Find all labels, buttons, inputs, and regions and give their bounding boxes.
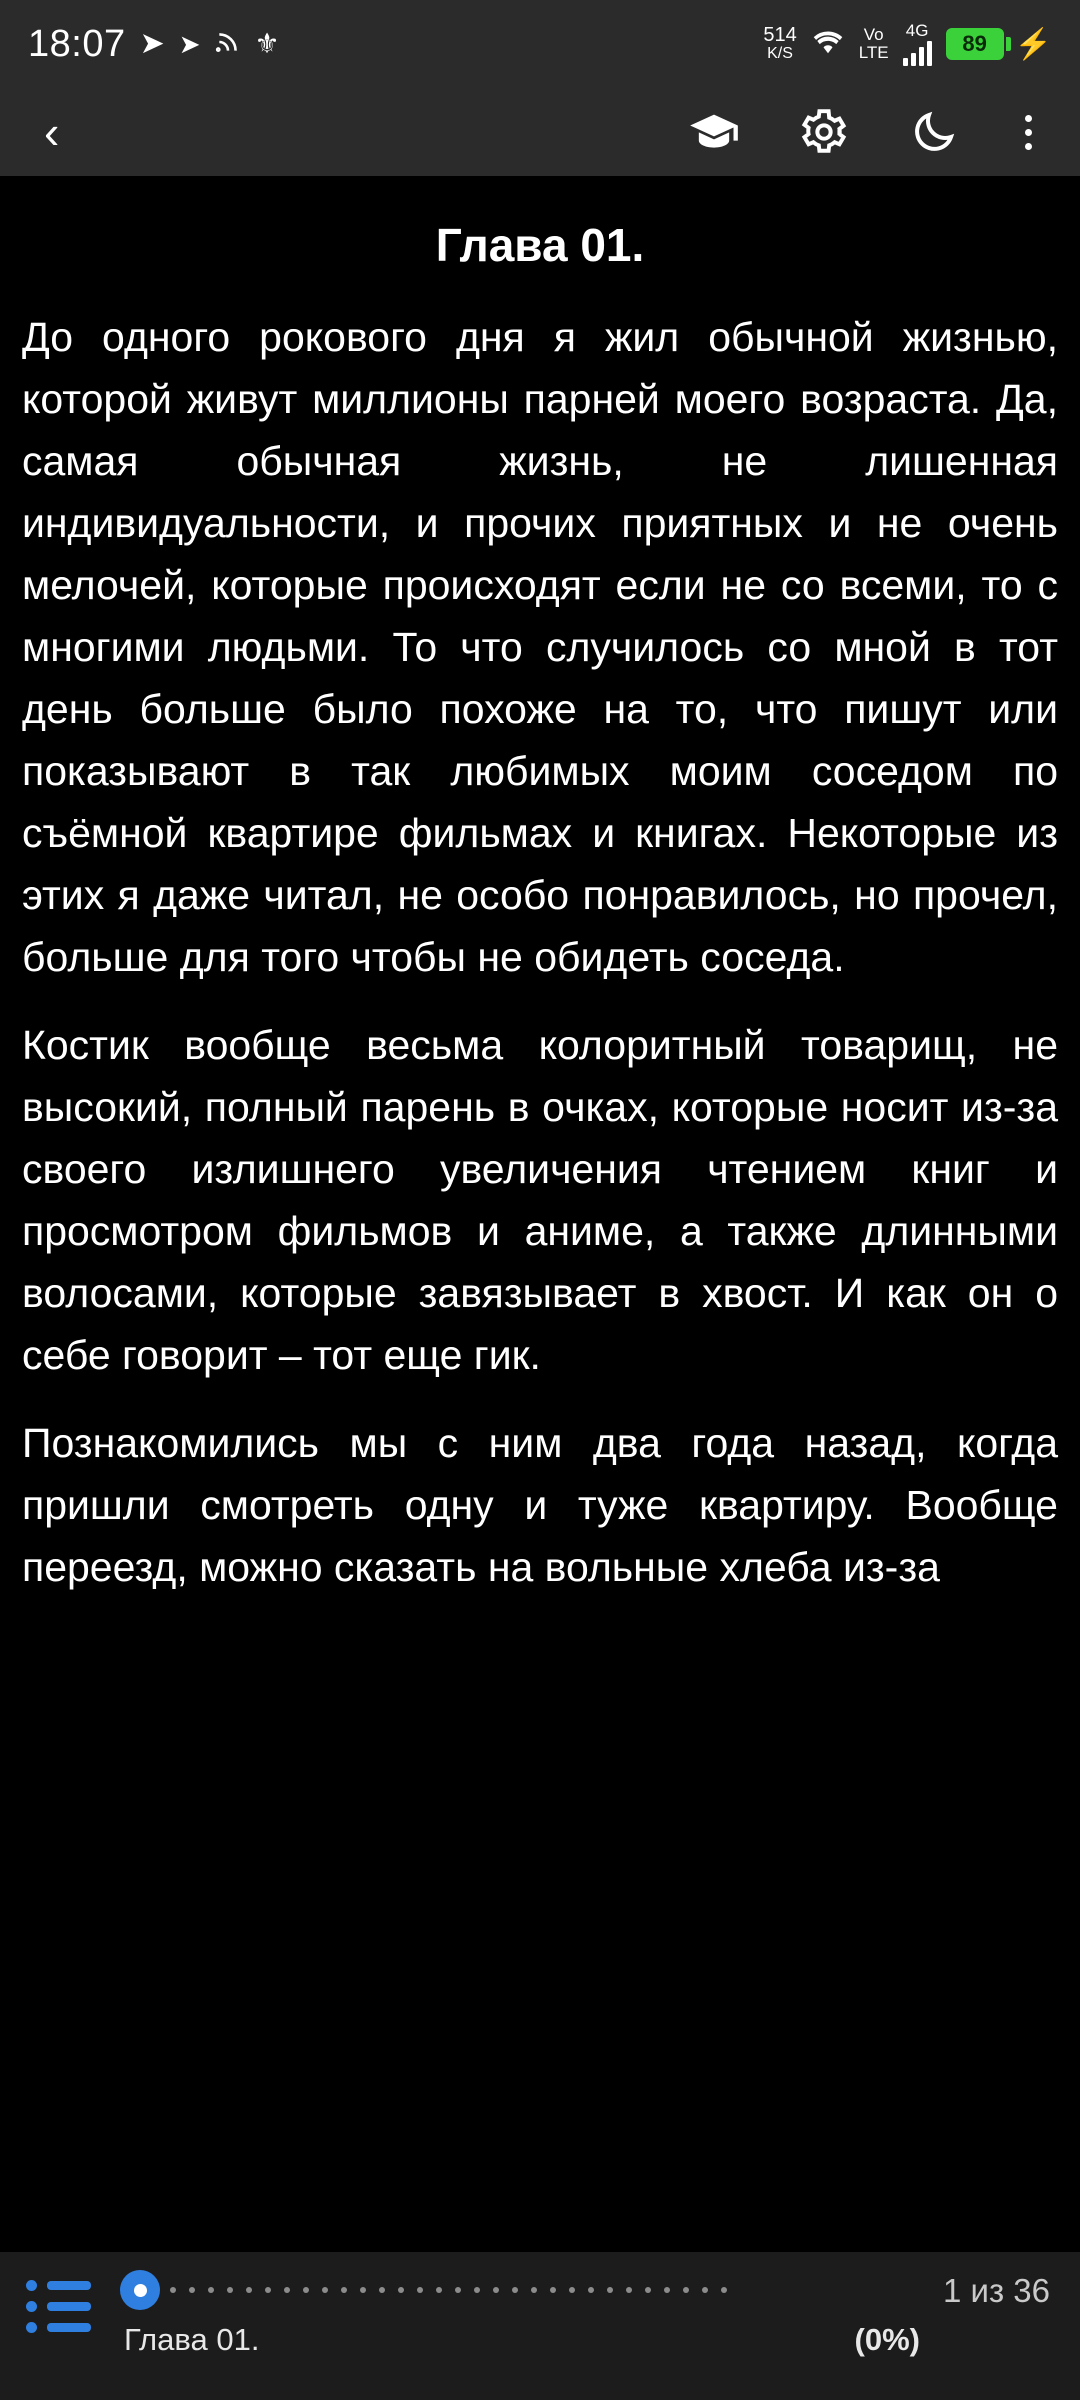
overflow-menu-icon[interactable] xyxy=(1018,106,1038,158)
progress-slider-area[interactable] xyxy=(98,2270,1054,2358)
status-bar-left xyxy=(28,23,280,66)
progress-slider[interactable] xyxy=(120,2270,1054,2310)
signal-indicator xyxy=(903,22,932,66)
volte-bottom-label: LTE xyxy=(858,43,889,62)
progress-percent-label: (0%) xyxy=(854,2322,920,2357)
current-chapter-label: Глава 01. xyxy=(124,2322,260,2357)
app-toolbar xyxy=(0,88,1080,176)
chapter-title: Глава 01. xyxy=(435,219,645,271)
status-time: 18:07 xyxy=(28,22,126,65)
reader-content[interactable] xyxy=(0,176,1080,2252)
page-counter: 1 из 36 xyxy=(943,2272,1050,2309)
paragraph: Костик вообще весьма колоритный товарищ, не высокий, полный парень в очках, которые носит из-за своего излишнего увеличения чтением книг и просмотром фильмов и аниме, а также длинными волосами, которые завязывает в хвост. И как он о себе говорит – тот еще гик. xyxy=(22,1022,1058,1378)
paragraph: Познакомились мы с ним два года назад, когда пришли смотреть одну и туже квартиру. Вообще переезд, можно сказать на вольные хлеба из-за xyxy=(22,1420,1058,1590)
table-of-contents-icon[interactable] xyxy=(26,2270,98,2333)
toolbar-actions xyxy=(688,106,1046,158)
slider-labels xyxy=(120,2310,1054,2358)
app-icon: ⚜ xyxy=(254,28,280,59)
telegram-icon: ➤ xyxy=(139,27,165,60)
battery-cap xyxy=(1006,37,1011,51)
gear-icon[interactable] xyxy=(798,106,850,158)
signal-bars-icon xyxy=(903,40,932,66)
network-speed-value: 514 xyxy=(763,24,797,47)
network-type-label: 4G xyxy=(905,21,929,40)
battery-percent: 89 xyxy=(946,28,1004,60)
charging-bolt-icon: ⚡ xyxy=(1014,27,1052,61)
status-bar-right xyxy=(763,22,1052,66)
slider-thumb[interactable] xyxy=(120,2270,160,2310)
wifi-icon xyxy=(811,28,845,60)
network-speed-unit: K/S xyxy=(767,45,793,63)
reader-bottom-bar xyxy=(0,2252,1080,2400)
back-button[interactable]: ‹ xyxy=(44,106,60,158)
battery-indicator xyxy=(946,27,1052,62)
send-icon: ➤ xyxy=(178,29,201,59)
network-speed-indicator xyxy=(763,25,796,63)
paragraph: До одного рокового дня я жил обычной жизнью, которой живут миллионы парней моего возраста. Да, самая обычная жизнь, не лишенная индивидуальности, и прочих приятных и не очень мелочей, которые происходят если не со всеми, то с многими людьми. То что случилось со мной в тот день больше было похоже на то, что пишут или показывают в так любимых моим соседом по съёмной квартире фильмах и книгах. Некоторые из этих я даже читал, не особо понравилось, но прочел, больше для того чтобы не обидеть соседа. xyxy=(22,314,1058,980)
moon-icon[interactable] xyxy=(908,106,960,158)
volte-indicator xyxy=(859,26,889,62)
volte-top-label: Vo xyxy=(863,25,884,45)
graduation-cap-icon[interactable] xyxy=(688,106,740,158)
status-bar xyxy=(0,0,1080,88)
slider-track-dots xyxy=(170,2288,1054,2292)
rss-icon xyxy=(215,29,241,59)
